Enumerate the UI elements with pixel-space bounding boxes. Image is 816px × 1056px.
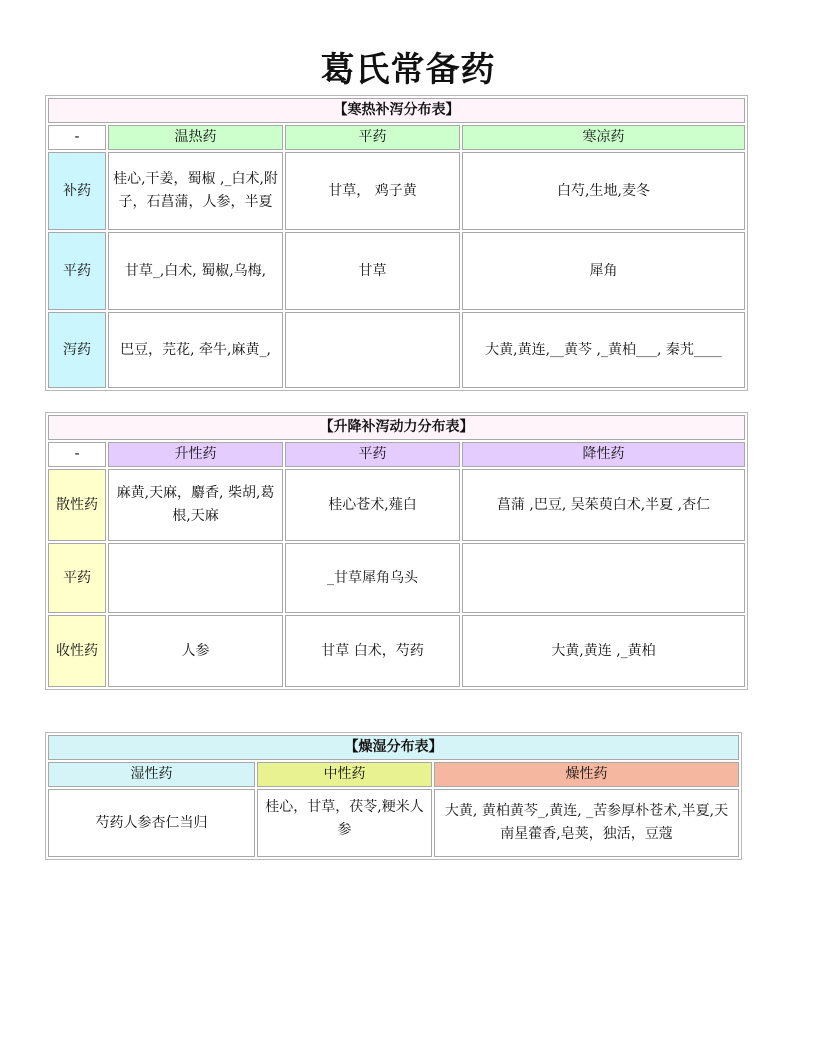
table-cell: 大黄,黄连 ,_黄柏	[462, 615, 745, 687]
row-header: 泻药	[48, 312, 106, 388]
table-cell: 甘草 白术，芍药	[285, 615, 460, 687]
table-cell: 麻黄,天麻，麝香, 柴胡,葛根,天麻	[108, 469, 283, 541]
table-cell	[108, 543, 283, 613]
table-row	[48, 543, 745, 613]
table-row	[48, 312, 745, 388]
page-title: 葛氏常备药	[320, 50, 496, 90]
table-row	[48, 789, 739, 857]
table-caption: 【升降补泻动力分布表】	[48, 415, 745, 440]
table-cell: _甘草犀角乌头	[285, 543, 460, 613]
table-cell: 大黄,黄连,__黄芩 ,_黄柏___, 秦艽____	[462, 312, 745, 388]
column-header: 湿性药	[48, 762, 255, 787]
column-header: 降性药	[462, 442, 745, 467]
table-cell	[285, 312, 460, 388]
table-cell: 人参	[108, 615, 283, 687]
row-header: 收性药	[48, 615, 106, 687]
column-header: 中性药	[257, 762, 432, 787]
table-cell: 白芍,生地,麦冬	[462, 152, 745, 230]
row-header: 补药	[48, 152, 106, 230]
table-cell: 甘草	[285, 232, 460, 310]
column-header: 升性药	[108, 442, 283, 467]
column-header: 平药	[285, 125, 460, 150]
cold-heat-table	[45, 95, 748, 391]
table-cell	[462, 543, 745, 613]
table-cell: 芍药人参杏仁当归	[48, 789, 255, 857]
table-cell: 大黄, 黄柏黄芩_,黄连, _苦参厚朴苍术,半夏,天南星藿香,皂荚，独活，豆蔻	[434, 789, 739, 857]
table-cell: 犀角	[462, 232, 745, 310]
table-caption: 【燥湿分布表】	[48, 735, 739, 760]
column-header: 温热药	[108, 125, 283, 150]
table-cell: 桂心苍术,薤白	[285, 469, 460, 541]
corner-cell: -	[48, 442, 106, 467]
table-cell: 菖蒲 ,巴豆, 吴茱萸白术,半夏 ,杏仁	[462, 469, 745, 541]
rise-fall-table	[45, 412, 748, 690]
row-header: 平药	[48, 543, 106, 613]
table-cell: 桂心,干姜，蜀椒 ,_白术,附子，石菖蒲，人参，半夏	[108, 152, 283, 230]
table-cell: 甘草， 鸡子黄	[285, 152, 460, 230]
table-cell: 巴豆，芫花, 牵牛,麻黄_,	[108, 312, 283, 388]
column-header: 燥性药	[434, 762, 739, 787]
table-caption: 【寒热补泻分布表】	[48, 98, 745, 123]
table-row	[48, 469, 745, 541]
dry-wet-table	[45, 732, 742, 860]
row-header: 平药	[48, 232, 106, 310]
table-row	[48, 232, 745, 310]
corner-cell: -	[48, 125, 106, 150]
table-row	[48, 615, 745, 687]
column-header: 寒凉药	[462, 125, 745, 150]
table-cell: 桂心，甘草，茯苓,粳米人参	[257, 789, 432, 857]
table-row	[48, 152, 745, 230]
column-header: 平药	[285, 442, 460, 467]
table-cell: 甘草_,白术, 蜀椒,乌梅,	[108, 232, 283, 310]
row-header: 散性药	[48, 469, 106, 541]
